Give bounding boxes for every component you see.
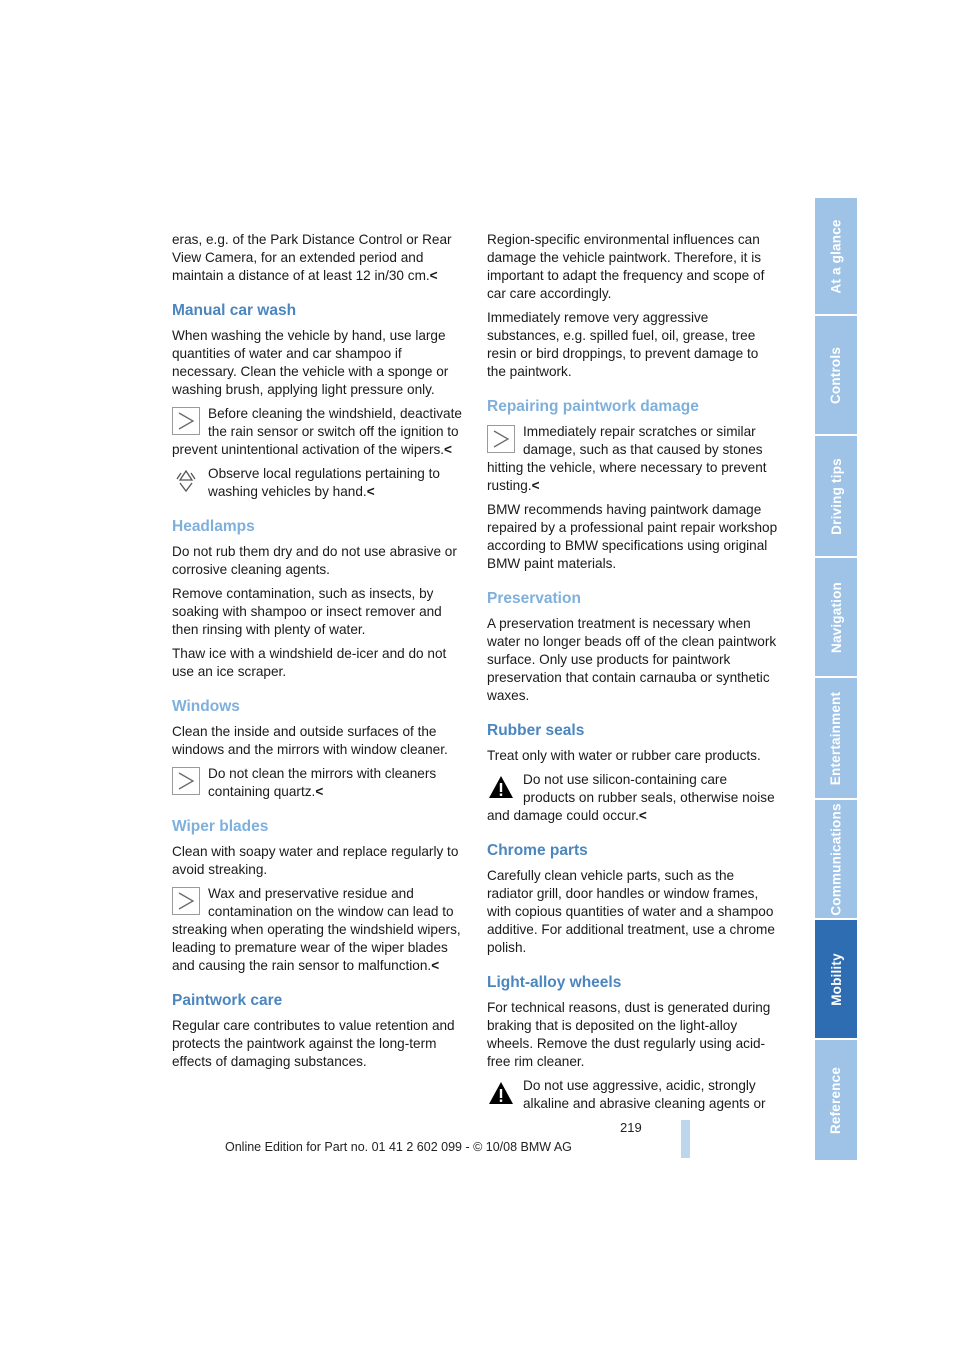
repair-p1: BMW recommends having paintwork damage repaired by a professional paint repair workshop according to BMW specifications using original BMW paint materials. [487, 502, 778, 571]
left-column [172, 231, 464, 1077]
warning-triangle-icon [487, 1079, 515, 1107]
warning-silicon: Do not use silicon-containing care products on rubber seals, otherwise noise and damage could occur.< [487, 772, 775, 823]
note-repair-scratches: Immediately repair scratches or similar damage, such as that caused by stones hitting the vehicle, where necessary to prevent rusting.< [487, 424, 767, 493]
note-rain-sensor: Before cleaning the windshield, deactivate the rain sensor or switch off the ignition to prevent unintentional activation of the wipers.< [172, 406, 462, 457]
heading-preservation: Preservation [487, 590, 581, 607]
tab-communications[interactable]: Communications [815, 800, 857, 918]
windows-p1: Clean the inside and outside surfaces of the windows and the mirrors with window cleaner. [172, 724, 448, 757]
heading-manual-car-wash: Manual car wash [172, 302, 297, 319]
wiper-p1: Clean with soapy water and replace regularly to avoid streaking. [172, 844, 459, 877]
aggressive-paragraph: Immediately remove very aggressive substances, e.g. spilled fuel, oil, grease, tree resin or bird droppings, to prevent damage to the paintwork. [487, 310, 759, 379]
tab-entertainment[interactable]: Entertainment [815, 678, 857, 798]
heading-paintwork-care: Paintwork care [172, 992, 283, 1009]
tab-mobility[interactable]: Mobility [815, 920, 857, 1038]
heading-headlamps: Headlamps [172, 518, 255, 535]
region-paragraph: Region-specific environmental influences can damage the vehicle paintwork. Therefore, it is important to adapt the frequency and scope of car care accordingly. [487, 232, 765, 301]
tab-navigation[interactable]: Navigation [815, 558, 857, 676]
page-number: 219 [620, 1120, 642, 1135]
heading-repairing-paintwork: Repairing paintwork damage [487, 398, 699, 415]
note-arrow-icon [172, 767, 200, 795]
note-local-regulations: Observe local regulations pertaining to washing vehicles by hand.< [172, 465, 464, 501]
rubber-p1: Treat only with water or rubber care products. [487, 748, 761, 763]
preservation-p1: A preservation treatment is necessary when water no longer beads off of the clean paintwork surface. Only use products for paintwork preservation that contain carnauba or synthetic waxes. [487, 616, 777, 703]
headlamps-p3: Thaw ice with a windshield de-icer and do not use an ice scraper. [172, 646, 447, 679]
note-arrow-icon [487, 425, 515, 453]
tab-driving-tips[interactable]: Driving tips [815, 436, 857, 556]
page-marker-bar [681, 1120, 690, 1158]
footer-edition: Online Edition for Part no. 01 41 2 602 099 - © 10/08 BMW AG [225, 1140, 572, 1154]
warning-cleaning-agents: Do not use aggressive, acidic, strongly alkaline and abrasive cleaning agents or [487, 1077, 779, 1113]
headlamps-p2: Remove contamination, such as insects, by soaking with shampoo or insect remover and then rinsing with plenty of water. [172, 586, 442, 637]
warning-triangle-icon [487, 773, 515, 801]
manual-paragraph: When washing the vehicle by hand, use large quantities of water and car shampoo if necessary. Clean the vehicle with a sponge or washing brush, applying light pressure only. [172, 328, 449, 397]
right-column [487, 231, 779, 1119]
alloy-p1: For technical reasons, dust is generated during braking that is deposited on the light-alloy wheels. Remove the dust regularly using acid-free rim cleaner. [487, 1000, 771, 1069]
heading-wiper-blades: Wiper blades [172, 818, 269, 835]
tab-at-a-glance[interactable]: At a glance [815, 198, 857, 314]
paintwork-p1: Regular care contributes to value retention and protects the paintwork against the long-term effects of damaging substances. [172, 1018, 455, 1069]
intro-paragraph: eras, e.g. of the Park Distance Control or Rear View Camera, for an extended period and maintain a distance of at least 12 in/30 cm.< [172, 232, 452, 283]
chrome-p1: Carefully clean vehicle parts, such as the radiator grill, door handles or window frames, with copious quantities of water and a shampoo additive. For additional treatment, use a chrome polish. [487, 868, 775, 955]
note-mirrors: Do not clean the mirrors with cleaners containing quartz.< [172, 765, 464, 801]
tab-reference[interactable]: Reference [815, 1040, 857, 1160]
section-sidebar [815, 198, 857, 1160]
recycle-icon [172, 467, 200, 495]
heading-chrome-parts: Chrome parts [487, 842, 588, 859]
heading-rubber-seals: Rubber seals [487, 722, 585, 739]
headlamps-p1: Do not rub them dry and do not use abrasive or corrosive cleaning agents. [172, 544, 457, 577]
tab-controls[interactable]: Controls [815, 316, 857, 434]
heading-light-alloy-wheels: Light-alloy wheels [487, 974, 622, 991]
note-arrow-icon [172, 887, 200, 915]
heading-windows: Windows [172, 698, 240, 715]
note-arrow-icon [172, 407, 200, 435]
note-wax-residue: Wax and preservative residue and contamination on the window can lead to streaking when operating the windshield wipers, leading to premature wear of the wiper blades and causing the rain sensor to malfunction.< [172, 886, 461, 973]
